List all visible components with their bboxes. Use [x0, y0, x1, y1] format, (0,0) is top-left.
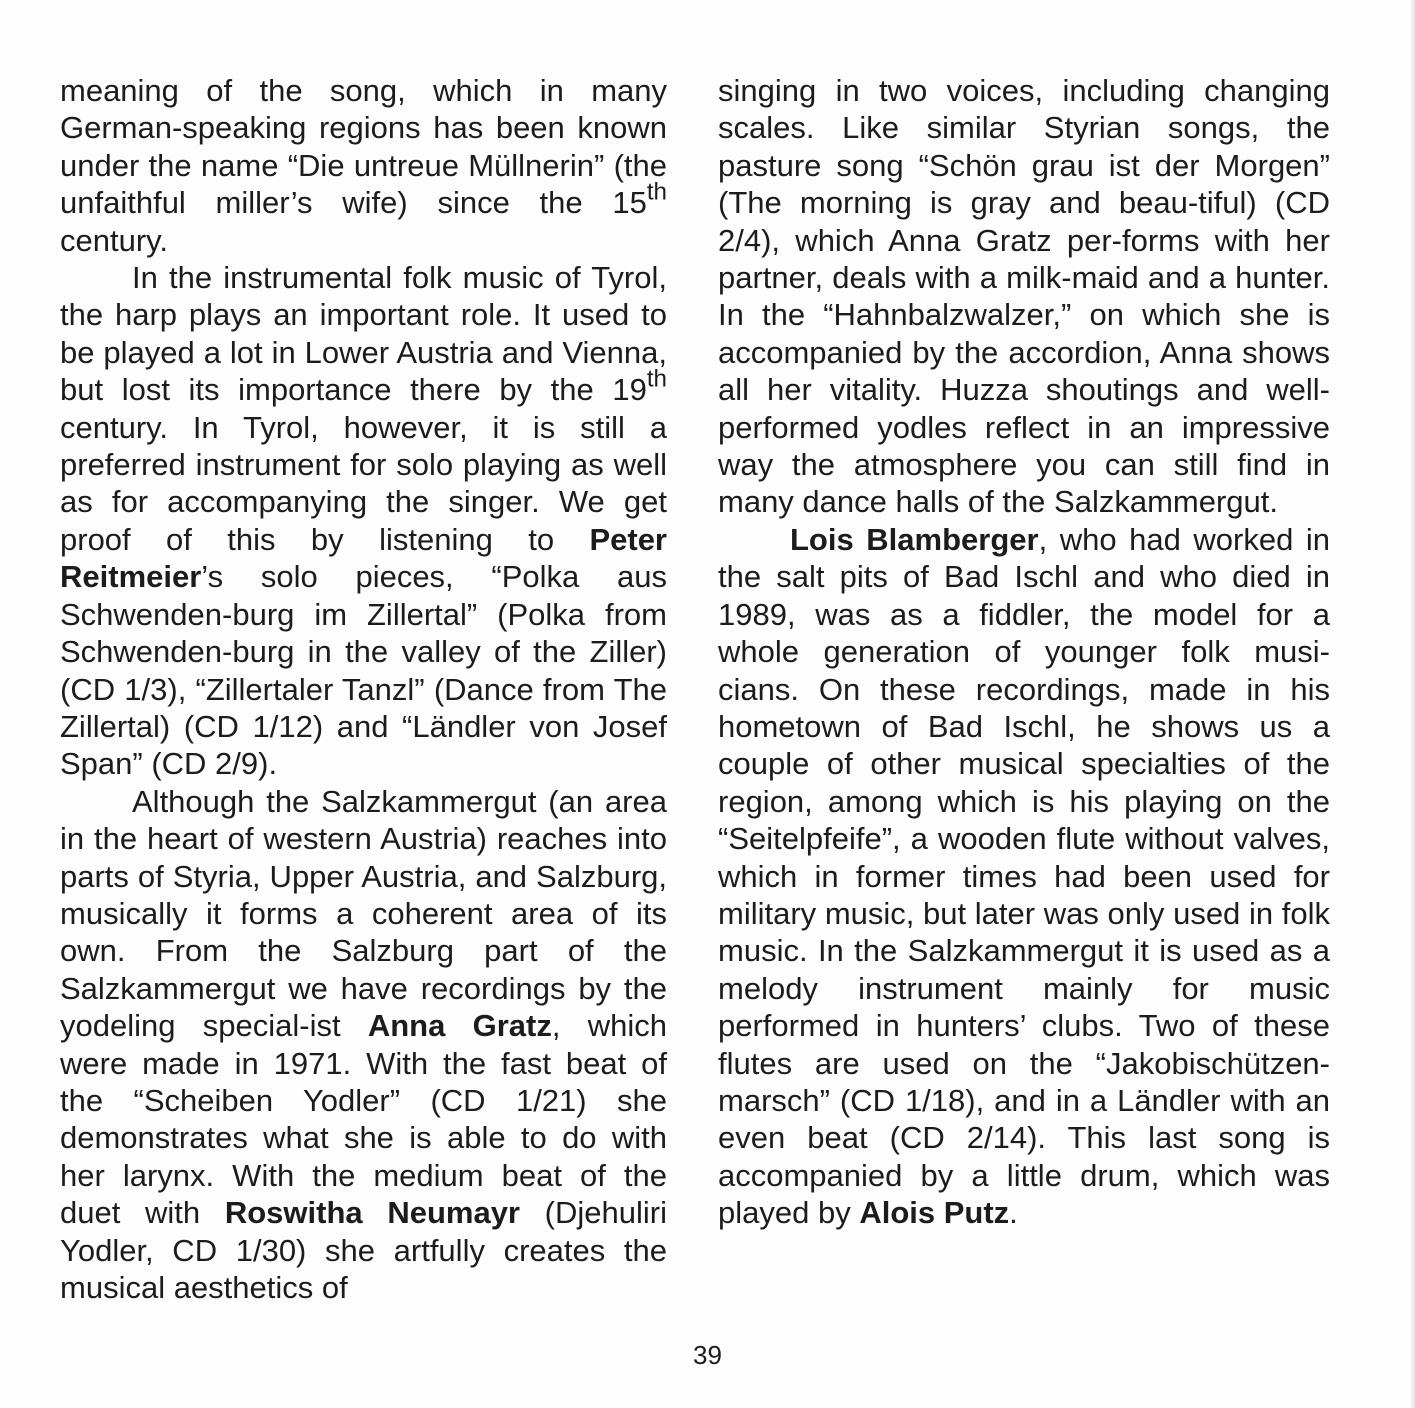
paragraph-lois-blamberger: Lois Blamberger, who had worked in the salt pits of Bad Ischl and who died in 1989, was as a fiddler, the model for a whole generation of younger folk musi-cians. On these recordings, made in his hometown of Bad Ischl, he shows us a couple of other musical specialties of the region, among which is his playing on the “Seitelpfeife”, a wooden flute without valves, which in former times had been used for military music, but later was only used in folk music. In the Salzkammergut it is used as a melody instrument mainly for music performed in hunters’ clubs. Two of these flutes are used on the “Jakobischützen-marsch” (CD 1/18), and in a Ländler with an even beat (CD 2/14). This last song is accompanied by a little drum, which was played by Alois Putz. — [718, 521, 1331, 1231]
performer-name-alois-putz: Alois Putz — [859, 1195, 1010, 1231]
left-column — [60, 72, 667, 1306]
performer-name-anna-gratz: Anna Gratz — [367, 1008, 552, 1044]
paragraph-tyrol-harp: In the instrumental folk music of Tyrol, the harp plays an important role. It used to be played a lot in Lower Austria and Vienna, but lost its importance there by the 19th century. In Tyrol, however, it is still a preferred instrument for solo playing as well as for accompanying the singer. We get proof of this by listening to Peter Reitmeier’s solo pieces, “Polka aus Schwenden-burg im Zillertal” (Polka from Schwenden-burg in the valley of the Ziller) (CD 1/3), “Zillertaler Tanzl” (Dance from The Zillertal) (CD 1/12) and “Ländler von Josef Span” (CD 2/9). — [60, 260, 667, 782]
performer-name-roswitha-neumayr: Roswitha Neumayr — [224, 1195, 520, 1231]
paragraph-harp-intro-continuation: meaning of the song, which in many German-speaking regions has been known under the name “Die untreue Müllnerin” (the unfaithful miller’s wife) since the 15th century. — [60, 73, 667, 258]
paragraph-salzkammergut: Although the Salzkammergut (an area in the heart of western Austria) reaches into parts of Styria, Upper Austria, and Salzburg, musically it forms a coherent area of its own. From the Salzburg part of the Salzkammergut we have recordings by the yodeling special-ist Anna Gratz, which were made in 1971. With the fast beat of the “Scheiben Yodler” (CD 1/21) she demonstrates what she is able to do with her larynx. With the medium beat of the duet with Roswitha Neumayr (Djehuliri Yodler, CD 1/30) she artfully creates the musical aesthetics of — [60, 783, 667, 1305]
page-edge-shadow — [1409, 0, 1415, 1408]
performer-name-peter-reitmeier: Peter Reitmeier — [60, 521, 667, 595]
page-number: 39 — [693, 1340, 722, 1370]
right-column — [718, 72, 1330, 1232]
performer-name-lois-blamberger: Lois Blamberger — [790, 521, 1039, 557]
paragraph-two-voices: singing in two voices, including changing scales. Like similar Styrian songs, the pasture song “Schön grau ist der Morgen” (The morning is gray and beau-tiful) (CD 2/4), which Anna Gratz per-forms with her partner, deals with a milk-maid and a hunter. In the “Hahnbalzwalzer,” on which she is accompanied by the accordion, Anna shows all her vitality. Huzza shoutings and well-performed yodles reflect in an impressive way the atmosphere you can still find in many dance halls of the Salzkammergut. — [718, 73, 1330, 520]
